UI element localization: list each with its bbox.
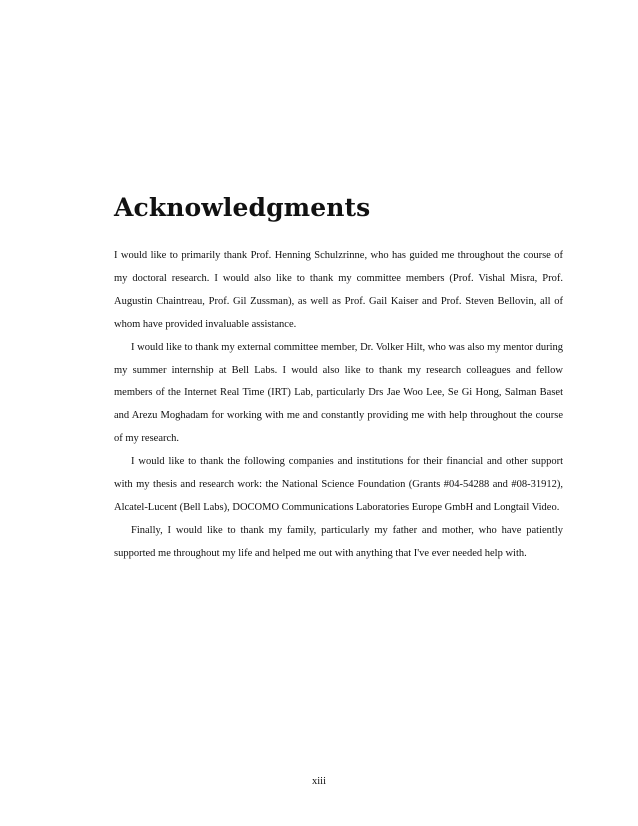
- page-number: xiii: [311, 776, 326, 787]
- paragraph-2: I would like to thank my external committee member, Dr. Volker Hilt, who was also my mentor during my summer internship at Bell Labs. I would also like to thank my research colleagues and fellow members of the Internet Real Time (IRT) Lab, particularly Drs Jae Woo Lee, Se Gi Hong, Salman Baset and Arezu Moghadam for working with me and constantly providing me with help throughout the course of my research.: [114, 341, 563, 445]
- paragraph-1: I would like to primarily thank Prof. Henning Schulzrinne, who has guided me throughout the course of my doctoral research. I would also like to thank my committee members (Prof. Vishal Misra, Prof. Augustin Chaintreau, Prof. Gil Zussman), as well as Prof. Gail Kaiser and Prof. Steven Bellovin, all of whom have provided invaluable assistance.: [114, 250, 563, 330]
- paragraph-3: I would like to thank the following companies and institutions for their financial and other support with my thesis and research work: the National Science Foundation (Grants #04-54288 and #08-31912), Alcatel-Lucent (Bell Labs), DOCOMO Communications Laboratories Europe GmbH and Longtail Video.: [114, 456, 563, 513]
- acknowledgments-body: [114, 245, 563, 566]
- page-title: Acknowledgments: [114, 193, 371, 222]
- paragraph-4: Finally, I would like to thank my family, particularly my father and mother, who have patiently supported me throughout my life and helped me out with anything that I've ever needed help with.: [114, 524, 563, 559]
